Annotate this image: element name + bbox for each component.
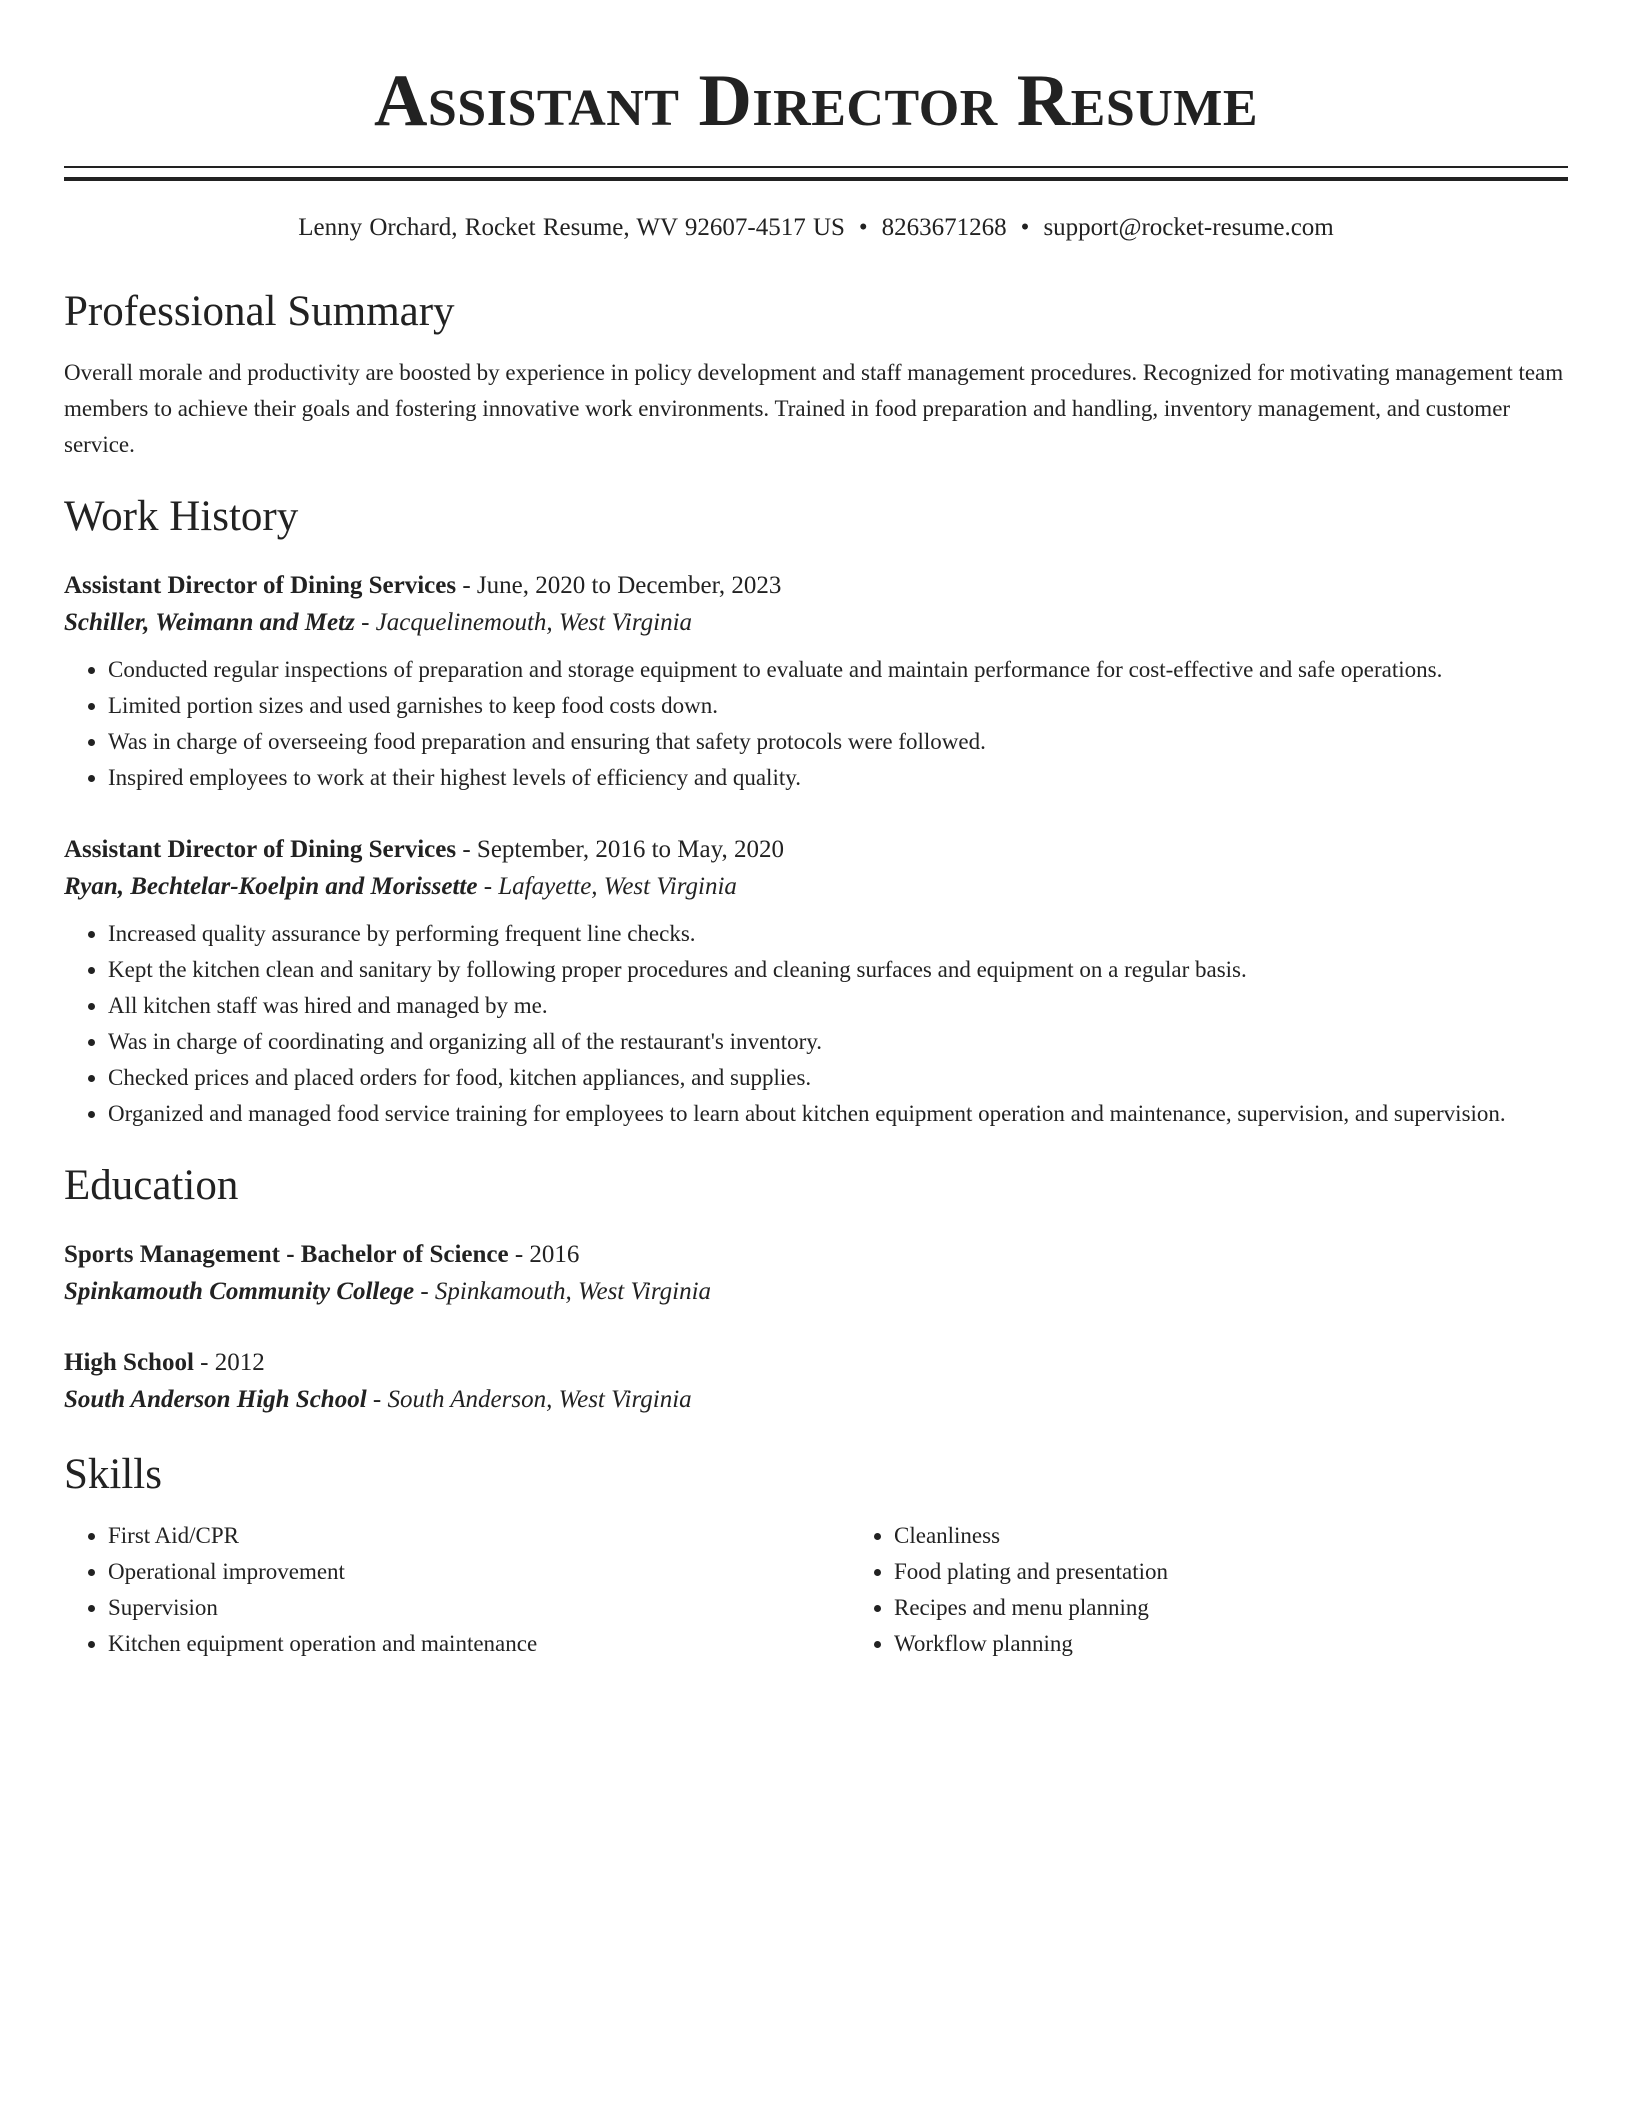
job-title-line [64,568,1568,604]
skill-item: • Food plating and presentation [894,1554,1568,1590]
job-bullet: • All kitchen staff was hired and managed by me. [108,988,1568,1024]
skill-item: • First Aid/CPR [108,1518,850,1554]
contact-phone: 8263671268 [881,214,1007,241]
title-divider [64,166,1568,181]
degree-line [64,1345,1568,1381]
job-dates: - June, 2020 to December, 2023 [456,572,782,599]
school-location: - South Anderson, West Virginia [366,1386,692,1413]
job-bullets [64,916,1568,1132]
job-entry [64,568,1568,796]
job-title: Assistant Director of Dining Services [64,836,457,863]
skills-list-left [64,1518,850,1662]
skill-item: • Supervision [108,1590,850,1626]
graduation-year: - 2012 [193,1349,265,1376]
education-heading: Education [64,1162,239,1209]
job-company-line [64,604,1568,642]
contact-address: Lenny Orchard, Rocket Resume, WV 92607-4517 US [298,214,845,241]
job-bullets [64,652,1568,796]
school-name: Spinkamouth Community College [64,1278,415,1305]
skill-item: • Recipes and menu planning [894,1590,1568,1626]
work-history-heading: Work History [64,493,299,540]
job-bullet: • Increased quality assurance by performing frequent line checks. [108,916,1568,952]
job-bullet: • Organized and managed food service training for employees to learn about kitchen equipment operation and maintenance, supervision, and supervision. [108,1096,1568,1132]
skill-item: • Operational improvement [108,1554,850,1590]
job-bullet: • Kept the kitchen clean and sanitary by following proper procedures and cleaning surfaces and equipment on a regular basis. [108,952,1568,988]
skills-columns [64,1518,1568,1662]
skills-list-right [850,1518,1568,1662]
job-bullet: • Checked prices and placed orders for food, kitchen appliances, and supplies. [108,1060,1568,1096]
degree: Sports Management - Bachelor of Science [64,1241,509,1268]
contact-email: support@rocket-resume.com [1043,214,1334,241]
graduation-year: - 2016 [508,1241,580,1268]
job-bullet: • Was in charge of overseeing food preparation and ensuring that safety protocols were followed. [108,724,1568,760]
contact-separator: • [1020,214,1030,241]
page-title: Assistant Director Resume [373,60,1259,142]
summary-text: Overall morale and productivity are boosted by experience in policy development and staff management procedures. Recognized for motivating management team members to achieve their goals and fostering innovative work environments. Trained in food preparation and handling, inventory management, and customer service. [64,360,1564,457]
skill-item: • Kitchen equipment operation and maintenance [108,1626,850,1662]
job-dates: - September, 2016 to May, 2020 [456,836,784,863]
school-line [64,1273,1568,1311]
job-title-line [64,832,1568,868]
education-entry [64,1345,1568,1419]
school-name: South Anderson High School [64,1386,367,1413]
job-title: Assistant Director of Dining Services [64,572,457,599]
degree: High School [64,1349,194,1376]
skills-heading: Skills [64,1451,162,1498]
summary-heading: Professional Summary [64,288,455,335]
job-company-line [64,868,1568,906]
job-company: Schiller, Weimann and Metz [64,609,355,636]
skill-item: • Cleanliness [894,1518,1568,1554]
school-location: - Spinkamouth, West Virginia [414,1278,712,1305]
education-entry [64,1237,1568,1311]
job-bullet: • Conducted regular inspections of preparation and storage equipment to evaluate and maintain performance for cost-effective and safe operations. [108,652,1568,688]
job-bullet: • Limited portion sizes and used garnishes to keep food costs down. [108,688,1568,724]
contact-line [64,215,1568,240]
skill-item: • Workflow planning [894,1626,1568,1662]
degree-line [64,1237,1568,1273]
job-location: - Lafayette, West Virginia [477,873,737,900]
job-bullet: • Was in charge of coordinating and organizing all of the restaurant's inventory. [108,1024,1568,1060]
school-line [64,1381,1568,1419]
contact-separator: • [858,214,868,241]
job-bullet: • Inspired employees to work at their highest levels of efficiency and quality. [108,760,1568,796]
job-location: - Jacquelinemouth, West Virginia [354,609,693,636]
job-entry [64,832,1568,1132]
job-company: Ryan, Bechtelar-Koelpin and Morissette [64,873,478,900]
